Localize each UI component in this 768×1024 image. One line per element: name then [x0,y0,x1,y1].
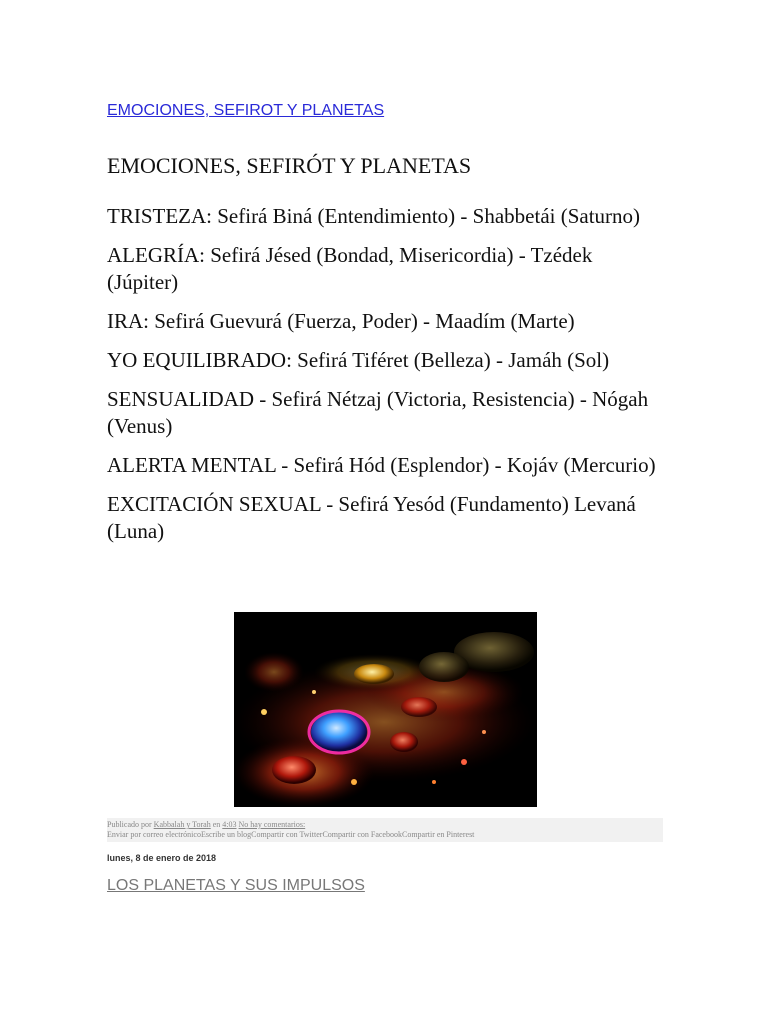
post-meta [107,820,663,830]
at-label: en [212,820,221,829]
post-time-link[interactable]: 4:03 [222,820,237,829]
comments-link[interactable]: No hay comentarios: [238,820,306,829]
author-link[interactable]: Kabbalah y Torah [153,820,211,829]
share-links[interactable]: Enviar por correo electrónicoEscribe un blogCompartir con TwitterCompartir con FacebookCompartir en Pinterest [107,830,475,839]
emotion-entry-tristeza: TRISTEZA: Sefirá Biná (Entendimiento) - Shabbetái (Saturno) [107,204,641,228]
fractal-planets-image [234,612,537,807]
post-heading: EMOCIONES, SEFIRÓT Y PLANETAS [107,153,472,178]
post-title-link[interactable]: EMOCIONES, SEFIROT Y PLANETAS [107,102,385,119]
emotion-entry-alerta-mental: ALERTA MENTAL - Sefirá Hód (Esplendor) - Kojáv (Mercurio) [107,453,656,477]
emotion-entry-yo-equilibrado: YO EQUILIBRADO: Sefirá Tiféret (Belleza) - Jamáh (Sol) [107,348,610,372]
next-post-title-link[interactable]: LOS PLANETAS Y SUS IMPULSOS [107,877,365,894]
emotion-entry-alegria: ALEGRÍA: Sefirá Jésed (Bondad, Misericordia) - Tzédek (Júpiter) [107,243,593,294]
emotion-list [107,203,667,557]
post-footer [107,818,663,842]
emotion-entry-excitacion-sexual: EXCITACIÓN SEXUAL - Sefirá Yesód (Fundamento) Levaná (Luna) [107,492,636,543]
emotion-entry-sensualidad: SENSUALIDAD - Sefirá Nétzaj (Victoria, Resistencia) - Nógah (Venus) [107,387,649,438]
published-by-label: Publicado por [107,820,152,829]
emotion-entry-ira: IRA: Sefirá Guevurá (Fuerza, Poder) - Maadím (Marte) [107,309,575,333]
next-post-date: lunes, 8 de enero de 2018 [107,853,217,863]
